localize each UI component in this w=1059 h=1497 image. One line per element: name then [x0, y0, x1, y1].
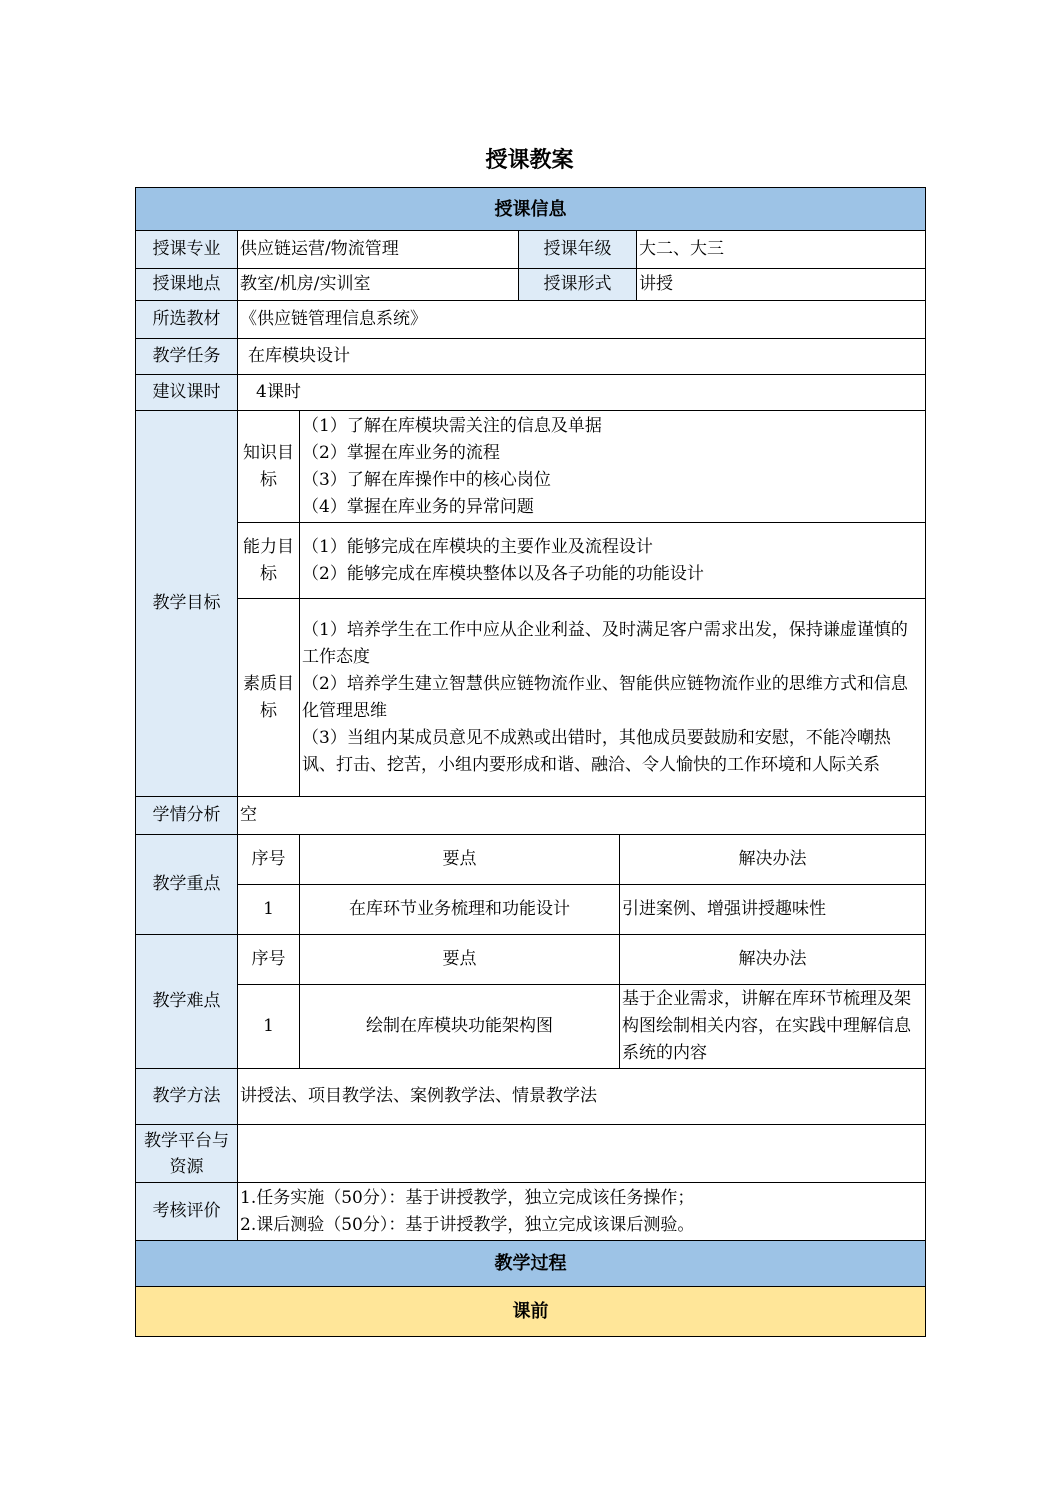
difficulties-no-header: 序号 — [238, 935, 300, 985]
key-point-solution: 引进案例、增强讲授趣味性 — [620, 885, 926, 935]
ability-label: 能力目标 — [238, 523, 300, 599]
form-label: 授课形式 — [519, 269, 637, 301]
section-pre-class-heading: 课前 — [136, 1287, 926, 1337]
difficulty-no: 1 — [238, 985, 300, 1069]
key-points-point-header: 要点 — [300, 835, 620, 885]
ability-item: （1）能够完成在库模块的主要作业及流程设计 — [302, 536, 653, 557]
knowledge-item: （4）掌握在库业务的异常问题 — [302, 496, 534, 517]
hours-value: 4课时 — [238, 375, 926, 411]
analysis-row — [136, 797, 926, 835]
quality-item: （2）培养学生建立智慧供应链物流作业、智能供应链物流作业的思维方式和信息化管理思维 — [302, 673, 908, 721]
textbook-value: 《供应链管理信息系统》 — [238, 301, 926, 339]
method-value: 讲授法、项目教学法、案例教学法、情景教学法 — [238, 1069, 926, 1125]
document-title: 授课教案 — [485, 148, 574, 173]
key-point-no: 1 — [238, 885, 300, 935]
knowledge-item: （2）掌握在库业务的流程 — [302, 442, 500, 463]
assessment-label: 考核评价 — [136, 1183, 238, 1241]
grade-value: 大二、大三 — [637, 231, 926, 269]
difficulties-label: 教学难点 — [136, 935, 238, 1069]
key-point-text: 在库环节业务梳理和功能设计 — [300, 885, 620, 935]
major-label: 授课专业 — [136, 231, 238, 269]
key-point-row — [136, 885, 926, 935]
knowledge-item: （1）了解在库模块需关注的信息及单据 — [302, 415, 602, 436]
knowledge-item: （3）了解在库操作中的核心岗位 — [302, 469, 551, 490]
location-value: 教室/机房/实训室 — [238, 269, 519, 301]
assessment-items — [238, 1183, 926, 1241]
major-row — [136, 231, 926, 269]
quality-item: （1）培养学生在工作中应从企业利益、及时满足客户需求出发，保持谦虚谨慎的工作态度 — [302, 619, 908, 667]
assessment-item: 2.课后测验（50分）：基于讲授教学，独立完成该课后测验。 — [240, 1214, 695, 1235]
platform-value — [238, 1125, 926, 1183]
lesson-plan-table — [135, 187, 926, 1337]
analysis-label: 学情分析 — [136, 797, 238, 835]
section-pre-class-row — [136, 1287, 926, 1337]
knowledge-label: 知识目标 — [238, 411, 300, 523]
assessment-item: 1.任务实施（50分）：基于讲授教学，独立完成该任务操作； — [240, 1187, 695, 1208]
knowledge-row — [136, 411, 926, 523]
hours-row — [136, 375, 926, 411]
difficulty-solution: 基于企业需求，讲解在库环节梳理及架构图绘制相关内容，在实践中理解信息系统的内容 — [620, 985, 926, 1069]
task-row — [136, 339, 926, 375]
major-value: 供应链运营/物流管理 — [238, 231, 519, 269]
difficulties-point-header: 要点 — [300, 935, 620, 985]
section-info-row — [136, 188, 926, 231]
section-info-heading: 授课信息 — [136, 188, 926, 231]
ability-row — [136, 523, 926, 599]
difficulty-row — [136, 985, 926, 1069]
textbook-label: 所选教材 — [136, 301, 238, 339]
quality-item: （3）当组内某成员意见不成熟或出错时，其他成员要鼓励和安慰，不能冷嘲热讽、打击、挖苦，小组内要形成和谐、融洽、令人愉快的工作环境和人际关系 — [302, 727, 891, 775]
platform-row — [136, 1125, 926, 1183]
knowledge-items — [300, 411, 926, 523]
method-label: 教学方法 — [136, 1069, 238, 1125]
assessment-row — [136, 1183, 926, 1241]
section-process-heading: 教学过程 — [136, 1241, 926, 1287]
key-points-label: 教学重点 — [136, 835, 238, 935]
quality-label: 素质目标 — [238, 599, 300, 797]
difficulty-text: 绘制在库模块功能架构图 — [300, 985, 620, 1069]
key-points-no-header: 序号 — [238, 835, 300, 885]
objectives-label: 教学目标 — [136, 411, 238, 797]
method-row — [136, 1069, 926, 1125]
grade-label: 授课年级 — [519, 231, 637, 269]
platform-label: 教学平台与资源 — [136, 1125, 238, 1183]
quality-row — [136, 599, 926, 797]
quality-items — [300, 599, 926, 797]
difficulties-solution-header: 解决办法 — [620, 935, 926, 985]
key-points-header-row — [136, 835, 926, 885]
task-value: 在库模块设计 — [238, 339, 926, 375]
ability-item: （2）能够完成在库模块整体以及各子功能的功能设计 — [302, 563, 704, 584]
hours-label: 建议课时 — [136, 375, 238, 411]
analysis-value: 空 — [238, 797, 926, 835]
key-points-solution-header: 解决办法 — [620, 835, 926, 885]
textbook-row — [136, 301, 926, 339]
ability-items — [300, 523, 926, 599]
task-label: 教学任务 — [136, 339, 238, 375]
section-process-row — [136, 1241, 926, 1287]
difficulties-header-row — [136, 935, 926, 985]
location-row — [136, 269, 926, 301]
location-label: 授课地点 — [136, 269, 238, 301]
form-value: 讲授 — [637, 269, 926, 301]
